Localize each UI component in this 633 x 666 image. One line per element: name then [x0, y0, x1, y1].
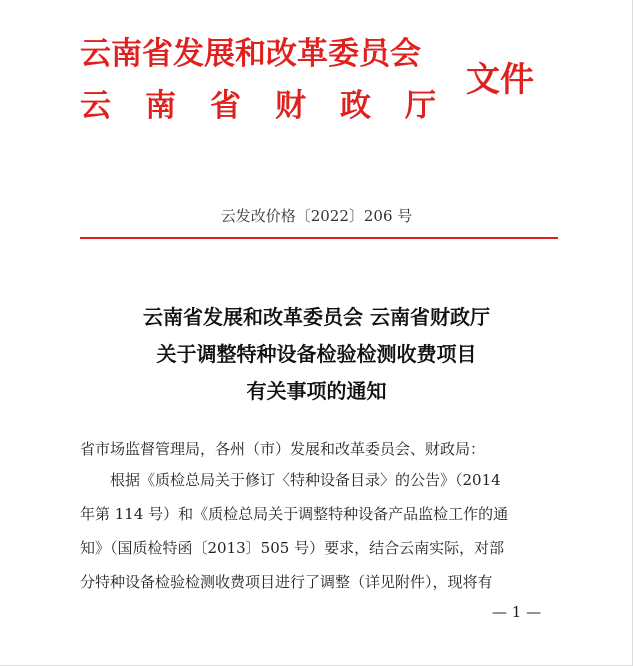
- body-text-line: 年第 114 号）和《质检总局关于调整特种设备产品监检工作的通: [80, 505, 509, 523]
- body-text-line: 知》（国质检特函〔2013〕505 号）要求，结合云南实际，对部: [80, 539, 505, 557]
- body-text-line: 分特种设备检验检测收费项目进行了调整（详见附件），现将有: [80, 573, 493, 591]
- document-word: 文件: [466, 60, 534, 100]
- document-number: 云发改价格〔2022〕206 号: [220, 207, 413, 225]
- body-text-line: 根据《质检总局关于修订〈特种设备目录〉的公告》（2014: [110, 471, 501, 489]
- title-line-3: 有关事项的通知: [246, 379, 387, 403]
- addressee-line: 省市场监督管理局，各州（市）发展和改革委员会、财政局：: [80, 440, 486, 458]
- issuer-name-line-1: 云南省发展和改革委员会: [80, 36, 421, 72]
- title-line-2: 关于调整特种设备检验检测收费项目: [156, 342, 477, 366]
- title-line-1: 云南省发展和改革委员会 云南省财政厅: [143, 305, 490, 329]
- issuer-name-line-2: 云南省财政厅: [80, 88, 470, 124]
- red-divider-line: [80, 237, 558, 239]
- page-number: — 1 —: [492, 603, 542, 621]
